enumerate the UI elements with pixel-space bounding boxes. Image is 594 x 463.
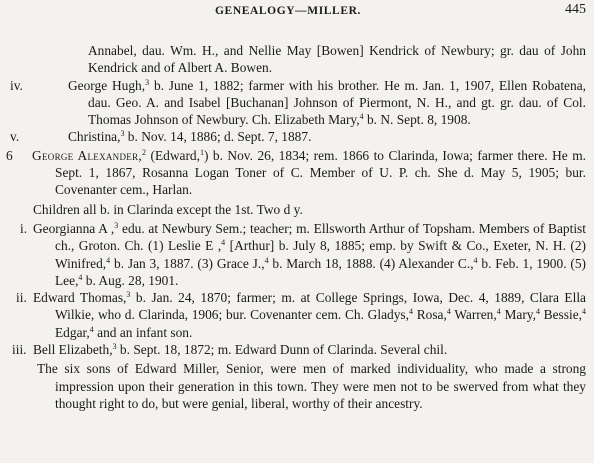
entry-iv: [0, 77, 594, 129]
entry-6: [0, 147, 594, 199]
entry-number: i.: [20, 220, 28, 236]
entry-iii: [0, 341, 594, 358]
entry-ii: [0, 289, 594, 341]
entry-number: v.: [10, 129, 20, 145]
entry-number: iii.: [12, 342, 27, 358]
entry-number: ii.: [16, 290, 27, 306]
children-text: Children all b. in Clarinda except the 1st. Two d y.: [33, 201, 303, 217]
entry-text: George Hugh,$^3$ b. June 1, 1882; farmer with his brother. He m. Jan. 1, 1907, Ellen Robatena, dau. Geo. A. and Isabel [Buchanan] Johnson of Piermont, N. H., and gt. gr. dau. of Col. Thomas Johnson of Newbury. Ch. Elizabeth Mary,$^4$ b. N. Sept. 8, 1908.: [68, 77, 586, 128]
closing-paragraph: [0, 360, 594, 412]
entry-i: [0, 220, 594, 289]
entry-continuation: [0, 42, 594, 77]
entry-name: George Alexander,: [32, 147, 143, 163]
entry-text: Bell Elizabeth,$^3$ b. Sept. 18, 1872; m. Edward Dunn of Clarinda. Several chil.: [33, 342, 448, 358]
genealogy-text: [0, 42, 594, 412]
children-note: [0, 201, 594, 218]
entry-text: $^2$ (Edward,$^1$) b. Nov. 26, 1834; rem. 1866 to Clarinda, Iowa; farmer there. He m. Sept. 1, 1867, Rosanna Logan Toner of C. Member of U. P. ch. She d. May 5, 1905; bur. Covenanter cem., Harlan.: [55, 147, 586, 198]
entry-text: Annabel, dau. Wm. H., and Nellie May [Bowen] Kendrick of Newbury; gr. dau of John Kendrick and of Albert A. Bowen.: [88, 43, 586, 76]
entry-number: iv.: [10, 77, 23, 93]
entry-text: Christina,$^3$ b. Nov. 14, 1886; d. Sept. 7, 1887.: [68, 129, 312, 145]
page-number: 445: [565, 2, 586, 17]
paragraph-text: The six sons of Edward Miller, Senior, were men of marked individuality, who made a strong impression upon their generation in this town. They were men not to be swerved from what they thought right to do, but were genial, liberal, worthy of their ancestry.: [37, 361, 586, 411]
running-title: GENEALOGY—MILLER.: [215, 5, 361, 17]
entry-text: Edward Thomas,$^3$ b. Jan. 24, 1870; farmer; m. at College Springs, Iowa, Dec. 4, 1889, Clara Ella Wilkie, who d. Clarinda, 1906; bur. Covenanter cem. Ch. Gladys,$^4$ Rosa,$^4$ Warren,$^4$ Mary,$^4$ Bessie,$^4$ Edgar,$^4$ and an infant son.: [33, 290, 586, 340]
entry-v: [0, 128, 594, 145]
entry-number: 6: [6, 147, 13, 163]
entry-text: Georgianna A ,$^3$ edu. at Newbury Sem.; teacher; m. Ellsworth Arthur of Topsham. Members of Baptist ch., Groton. Ch. (1) Leslie E ,$^4$ [Arthur] b. July 8, 1885; emp. by Swift & Co., Exeter, N. H. (2) Winifred,$^4$ b. Jan 3, 1887. (3) Grace J.,$^4$ b. March 18, 1888. (4) Alexander C.,$^4$ b. Feb. 1, 1900. (5) Lee,$^4$ b. Aug. 28, 1901.: [33, 220, 586, 288]
